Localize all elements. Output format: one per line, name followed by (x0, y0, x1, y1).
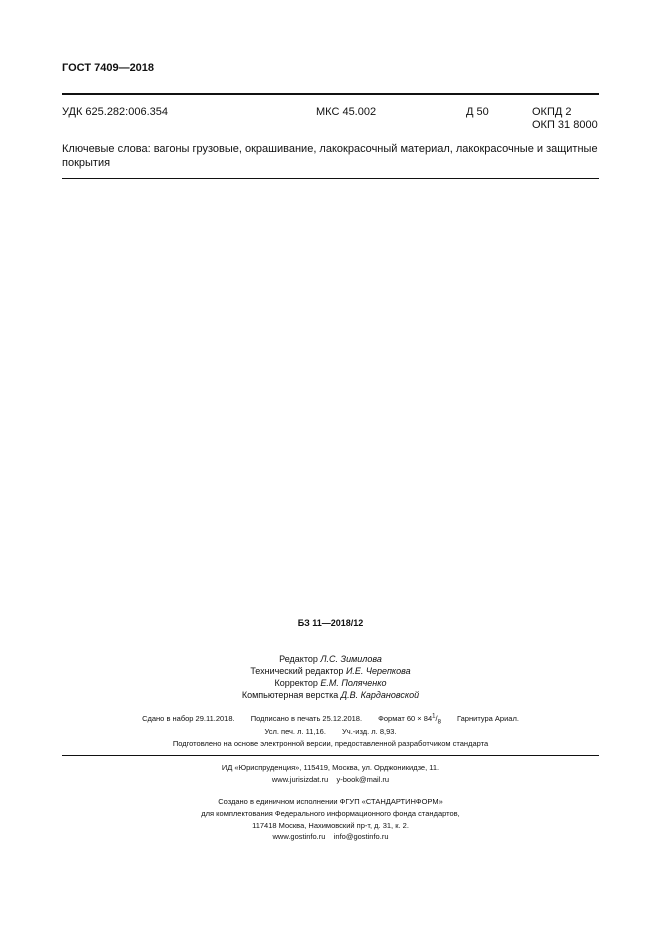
imprint-prepared: Подготовлено на основе электронной версии, предоставленной разработчиком стандарта (172, 739, 489, 748)
publisher-line-3: Создано в единичном исполнении ФГУП «СТАНДАРТИНФОРМ» (218, 797, 443, 806)
publisher-line-1: ИД «Юриспруденция», 115419, Москва, ул. Орджоникидзе, 11. (221, 763, 440, 772)
imprint-submitted: Сдано в набор 29.11.2018. (142, 714, 235, 723)
staff-layout (0, 690, 661, 700)
staff-name: Д.В. Кардановской (340, 690, 420, 700)
imprint-line-1 (0, 713, 661, 726)
staff-name: Е.М. Поляченко (320, 678, 387, 688)
top-rule (62, 93, 599, 95)
keywords-rule (62, 178, 599, 179)
staff-tech-editor (0, 666, 661, 676)
staff-role: Технический редактор (250, 666, 344, 676)
publisher-line-4: для комплектования Федерального информационного фонда стандартов, (201, 809, 460, 818)
staff-name: Л.С. Зимилова (320, 654, 382, 664)
imprint-pub-sheets: Уч.-изд. л. 8,93. (342, 727, 397, 736)
bz-number: БЗ 11—2018/12 (297, 618, 364, 628)
imprint-format: Формат $60 \times 84^1/_8$ (378, 713, 441, 726)
mks-code: МКС 45.002 (316, 106, 377, 118)
group-code: Д 50 (466, 106, 489, 118)
publisher-line-6: www.gostinfo.ru info@gostinfo.ru (272, 832, 389, 841)
staff-role: Редактор (279, 654, 318, 664)
keywords: Ключевые слова: вагоны грузовые, окрашивание, лакокрасочный материал, лакокрасочные и защитные покрытия (62, 143, 598, 169)
staff-editor (0, 654, 661, 664)
standard-number: ГОСТ 7409—2018 (62, 62, 155, 74)
publisher-line-5: 117418 Москва, Нахимовский пр-т, д. 31, к. 2. (252, 821, 409, 830)
staff-role: Корректор (274, 678, 318, 688)
staff-role: Компьютерная верстка (241, 690, 339, 700)
udk-code: УДК 625.282:006.354 (62, 106, 168, 118)
publisher-line-2: www.jurisizdat.ru y-book@mail.ru (271, 775, 390, 784)
staff-name: И.Е. Черепкова (345, 666, 411, 676)
staff-corrector (0, 678, 661, 688)
imprint-signed: Подписано в печать 25.12.2018. (250, 714, 363, 723)
okp-code: ОКП 31 8000 (532, 119, 598, 131)
okpd-code: ОКПД 2 (532, 106, 572, 118)
imprint-line-2 (0, 727, 661, 736)
publisher-rule (62, 755, 599, 756)
imprint-typeface: Гарнитура Ариал. (457, 714, 519, 723)
imprint-print-sheets: Усл. печ. л. 11,16. (264, 727, 326, 736)
